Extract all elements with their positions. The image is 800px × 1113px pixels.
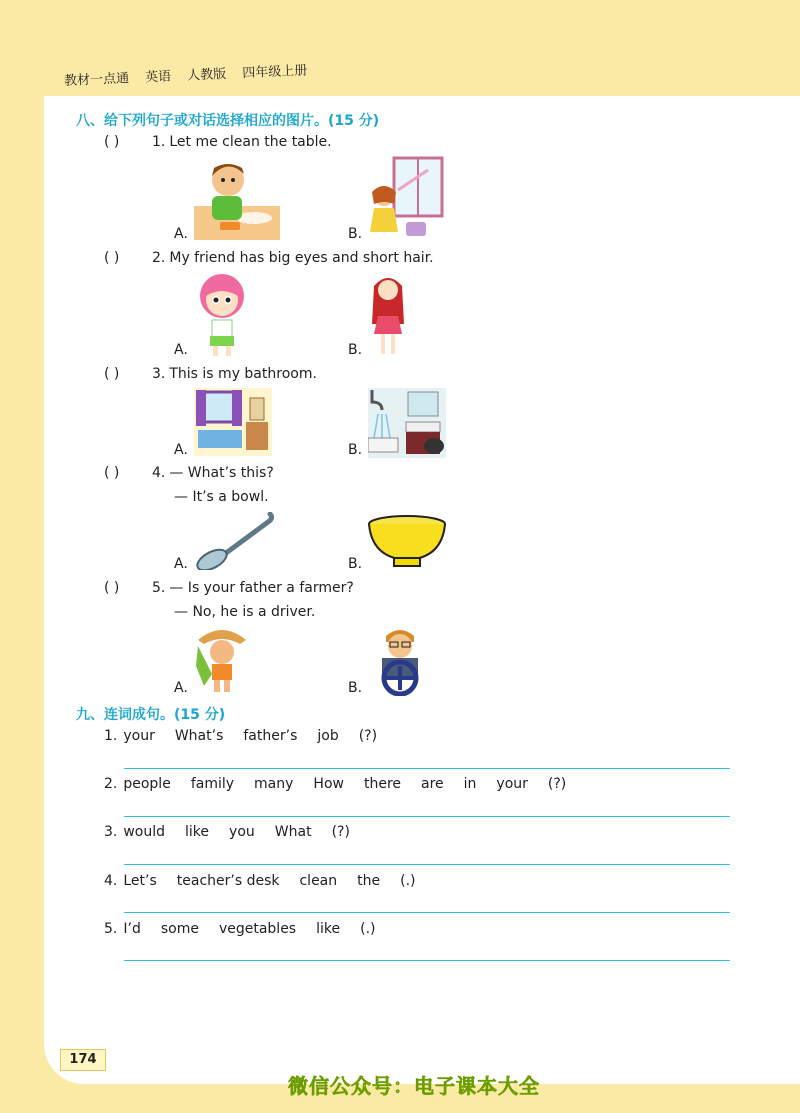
word: What’s — [174, 728, 224, 744]
option-a-label: A. — [174, 556, 188, 572]
word: many — [254, 776, 294, 792]
word: (?) — [547, 776, 567, 792]
watermark-text: 微信公众号：电子课本大全 — [288, 1074, 540, 1098]
word: are — [421, 776, 444, 792]
option-a-label: A. — [174, 342, 188, 358]
answer-line-2[interactable] — [124, 816, 730, 817]
word: like — [316, 921, 341, 937]
header-book: 教材一点通 — [63, 71, 130, 89]
bathroom-picture — [368, 388, 446, 458]
option-b-label: B. — [348, 556, 363, 572]
question-number: 5. — [152, 580, 166, 596]
word: clean — [299, 873, 338, 889]
item-number: 3. — [104, 824, 118, 840]
header-grade: 四年级上册 — [242, 63, 308, 82]
word: the — [357, 873, 381, 889]
word: in — [463, 776, 477, 792]
question-4 — [104, 465, 274, 481]
question-text: Let me clean the table. — [169, 134, 332, 150]
word: What — [274, 824, 312, 840]
boy-cleaning-table-picture — [194, 156, 280, 240]
answer-line-4[interactable] — [124, 912, 730, 913]
item-number: 5. — [104, 921, 118, 937]
answer-blank[interactable]: ( ) — [104, 580, 120, 596]
word: like — [185, 824, 210, 840]
bedroom-picture — [194, 388, 272, 456]
item-number: 4. — [104, 873, 118, 889]
option-b-label: B. — [348, 342, 363, 358]
option-b-label: B. — [348, 442, 363, 458]
question-text: — Is your father a farmer? — [169, 580, 354, 596]
word: Let’s — [123, 873, 157, 889]
word: would — [123, 824, 166, 840]
question-5 — [104, 580, 354, 596]
question-3 — [104, 366, 317, 382]
bowl-picture — [366, 514, 448, 570]
word: family — [190, 776, 235, 792]
question-number: 1. — [152, 134, 166, 150]
option-a-label: A. — [174, 680, 188, 696]
sentence-item-1 — [104, 728, 397, 744]
answer-line-5[interactable] — [124, 960, 730, 961]
section-8-title: 八、给下列句子或对话选择相应的图片。(15 分) — [76, 113, 380, 129]
answer-line-1[interactable] — [124, 768, 730, 769]
question-5-line-2: — No, he is a driver. — [174, 604, 316, 620]
word: there — [363, 776, 402, 792]
question-number: 2. — [152, 250, 166, 266]
answer-blank[interactable]: ( ) — [104, 366, 120, 382]
option-a-label: A. — [174, 226, 188, 242]
word: I’d — [123, 921, 141, 937]
question-1 — [104, 134, 332, 150]
word: some — [160, 921, 199, 937]
page-number: 174 — [60, 1049, 106, 1071]
section-9-title: 九、连词成句。(15 分) — [76, 707, 226, 723]
question-2 — [104, 250, 434, 266]
question-number: 4. — [152, 465, 166, 481]
word: (?) — [358, 728, 378, 744]
question-text: — What’s this? — [169, 465, 274, 481]
word: teacher’s desk — [176, 873, 280, 889]
word: you — [229, 824, 255, 840]
answer-blank[interactable]: ( ) — [104, 250, 120, 266]
word: your — [496, 776, 528, 792]
sentence-item-5 — [104, 921, 396, 937]
header-subject: 英语 — [144, 69, 172, 86]
word: your — [123, 728, 155, 744]
option-b-label: B. — [348, 680, 363, 696]
word: (.) — [360, 921, 376, 937]
item-number: 2. — [104, 776, 118, 792]
word: (?) — [331, 824, 350, 840]
question-text: My friend has big eyes and short hair. — [169, 250, 434, 266]
question-text: This is my bathroom. — [169, 366, 317, 382]
question-4-line-2: — It’s a bowl. — [174, 489, 269, 505]
word: (.) — [400, 873, 416, 889]
sentence-item-4 — [104, 873, 436, 889]
girl-cleaning-window-picture — [368, 156, 444, 242]
item-number: 1. — [104, 728, 118, 744]
answer-line-3[interactable] — [124, 864, 730, 865]
driver-picture — [370, 626, 430, 696]
word: people — [123, 776, 171, 792]
word: father’s — [243, 728, 298, 744]
sentence-item-3 — [104, 824, 370, 840]
short-hair-girl-picture — [192, 272, 252, 358]
answer-blank[interactable]: ( ) — [104, 465, 120, 481]
question-number: 3. — [152, 366, 166, 382]
option-b-label: B. — [348, 226, 363, 242]
word: How — [313, 776, 344, 792]
sentence-item-2 — [104, 776, 586, 792]
farmer-picture — [194, 626, 250, 694]
spoon-picture — [194, 512, 274, 570]
word: vegetables — [218, 921, 297, 937]
word: job — [317, 728, 339, 744]
option-a-label: A. — [174, 442, 188, 458]
header-edition: 人教版 — [186, 66, 227, 84]
answer-blank[interactable]: ( ) — [104, 134, 120, 150]
long-hair-girl-picture — [368, 272, 408, 358]
